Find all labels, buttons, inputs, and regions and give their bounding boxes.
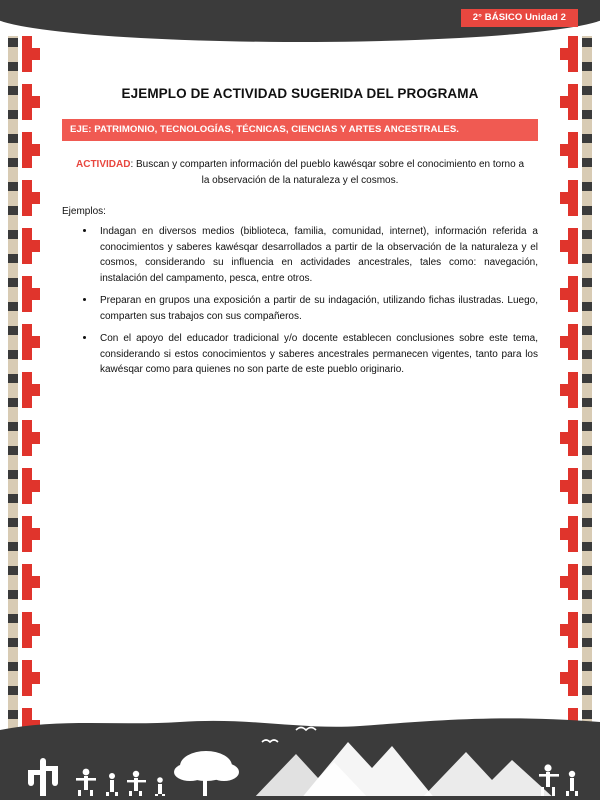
list-item: • Con el apoyo del educador tradicional y/o docente establecen conclusiones sobre este tema, considerando si estos conocimientos y saberes ancestrales permanecen vigentes, tanto para los kawésqar como para quienes no son parte de este pueblo originario. <box>96 330 538 378</box>
activity-paragraph <box>62 157 538 188</box>
page-title: EJEMPLO DE ACTIVIDAD SUGERIDA DEL PROGRAMA <box>121 86 479 101</box>
andean-landscape-silhouette-icon <box>0 696 600 800</box>
list-item: • Preparan en grupos una exposición a partir de su indagación, utilizando fichas ilustradas. Luego, comparten sus trabajos con sus compañeros. <box>96 292 538 324</box>
header-band <box>0 0 600 46</box>
andean-zigzag-border-left <box>8 36 42 750</box>
footer-landscape-band <box>0 696 600 800</box>
zigzag-pattern-right-svg <box>558 36 592 750</box>
activity-separator: : <box>130 159 137 170</box>
examples-list <box>62 223 538 378</box>
activity-text: Buscan y comparten información del pueblo kawésqar sobre el conocimiento en torno a la observación de la naturaleza y el cosmos. <box>136 159 525 186</box>
unit-badge: 2° BÁSICO Unidad 2 <box>461 9 578 27</box>
andean-zigzag-border-right <box>558 36 592 750</box>
zigzag-pattern-left-svg <box>8 36 42 750</box>
activity-label: ACTIVIDAD <box>76 159 131 170</box>
axis-banner: EJE: PATRIMONIO, TECNOLOGÍAS, TÉCNICAS, CIENCIAS Y ARTES ANCESTRALES. <box>62 119 538 141</box>
document-content <box>62 72 538 384</box>
examples-label: Ejemplos: <box>62 206 106 217</box>
list-item: • Indagan en diversos medios (biblioteca, familia, comunidad, internet), información referida a conocimientos y saberes kawésqar desarrollados a partir de la observación de la naturaleza y el cosmos, considerando su influencia en actividades ancestrales, tales como: navegación, instalación del campamento, pesca, entre otros. <box>96 223 538 286</box>
